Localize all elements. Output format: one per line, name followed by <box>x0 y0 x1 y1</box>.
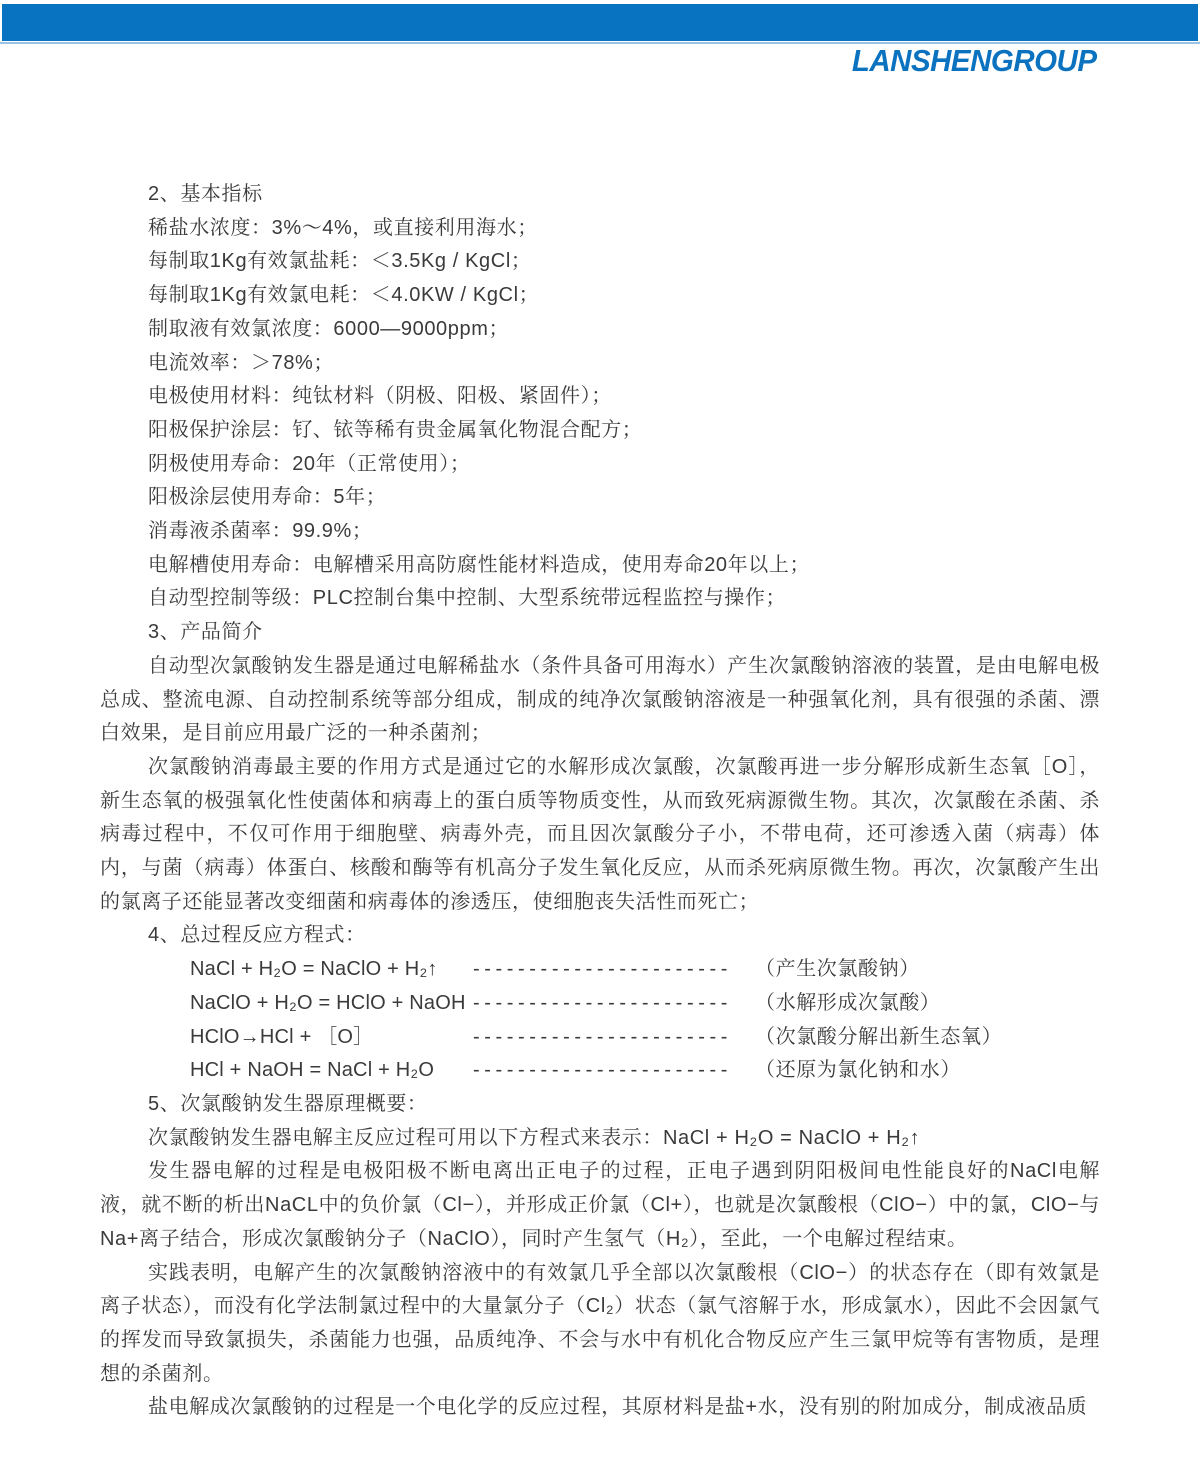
equation-label: （还原为氯化钠和水） <box>755 1059 961 1082</box>
equation-row <box>100 987 1100 1021</box>
equation-row <box>100 953 1100 987</box>
section-heading-basic: 2、基本指标 <box>148 183 263 205</box>
paragraph: 发生器电解的过程是电极阳极不断电离出正电子的过程，正电子遇到阴阳极间电性能良好的NaCl电解液，就不断的析出NaCL中的负价氯（Cl−），并形成正价氯（Cl+），也就是次氯酸根（ClO−）中的氯，ClO−与Na+离子结合，形成次氯酸钠分子（NaClO），同时产生氢气（H₂），至此，一个电解过程结束。 <box>100 1160 1100 1250</box>
equation-label: （水解形成次氯酸） <box>755 991 941 1014</box>
equation-row <box>100 1021 1100 1055</box>
equation-formula: HClO→HCl + ［O］ <box>190 1025 374 1048</box>
spec-item: 阳极涂层使用寿命：5年； <box>148 486 387 509</box>
equation-dashes: ----------------------- <box>473 958 732 981</box>
section-heading-equations: 4、总过程反应方程式： <box>148 924 366 947</box>
spec-item: 阳极保护涂层：钌、铱等稀有贵金属氧化物混合配方； <box>148 418 643 441</box>
paragraph: 次氯酸钠消毒最主要的作用方式是通过它的水解形成次氯酸，次氯酸再进一步分解形成新生态氧［O］，新生态氧的极强氧化性使菌体和病毒上的蛋白质等物质变性，从而致死病源微生物。其次，次氯酸在杀菌、杀病毒过程中，不仅可作用于细胞壁、病毒外壳，而且因次氯酸分子小，不带电荷，还可渗透入菌（病毒）体内，与菌（病毒）体蛋白、核酸和酶等有机高分子发生氧化反应，从而杀死病原微生物。再次，次氯酸产生出的氯离子还能显著改变细菌和病毒体的渗透压，使细胞丧失活性而死亡； <box>100 755 1100 913</box>
equation-label: （产生次氯酸钠） <box>755 958 920 981</box>
equation-dashes: ----------------------- <box>473 1059 732 1082</box>
equation-row <box>100 1054 1100 1088</box>
company-logo: LANSHENGROUP <box>852 43 1097 78</box>
equation-dashes: ----------------------- <box>473 991 732 1014</box>
spec-item: 消毒液杀菌率：99.9%； <box>148 520 373 543</box>
spec-item: 电极使用材料：纯钛材料（阴极、阳极、紧固件）； <box>148 385 612 408</box>
equation-formula: NaCl + H₂O = NaClO + H₂↑ <box>190 958 438 981</box>
spec-item: 每制取1Kg有效氯电耗：＜4.0KW / KgCl； <box>148 284 540 307</box>
spec-item: 每制取1Kg有效氯盐耗：＜3.5Kg / KgCl； <box>148 250 532 273</box>
section-heading-intro: 3、产品简介 <box>148 621 263 644</box>
spec-item: 电流效率：＞78%； <box>148 351 335 374</box>
equation-dashes: ----------------------- <box>473 1025 732 1048</box>
header-bar <box>2 4 1198 41</box>
spec-item: 自动型控制等级：PLC控制台集中控制、大型系统带远程监控与操作； <box>148 587 787 610</box>
paragraph: 实践表明，电解产生的次氯酸钠溶液中的有效氯几乎全部以次氯酸根（ClO−）的状态存在（即有效氯是离子状态），而没有化学法制氯过程中的大量氯分子（Cl₂）状态（氯气溶解于水，形成氯水），因此不会因氯气的挥发而导致氯损失，杀菌能力也强，品质纯净、不会与水中有机化合物反应产生三氯甲烷等有害物质，是理想的杀菌剂。 <box>100 1261 1100 1385</box>
spec-item: 制取液有效氯浓度：6000—9000ppm； <box>148 317 510 340</box>
paragraph: 自动型次氯酸钠发生器是通过电解稀盐水（条件具备可用海水）产生次氯酸钠溶液的装置，是由电解电极总成、整流电源、自动控制系统等部分组成，制成的纯净次氯酸钠溶液是一种强氧化剂，具有很强的杀菌、漂白效果，是目前应用最广泛的一种杀菌剂； <box>100 654 1100 745</box>
equation-formula: HCl + NaOH = NaCl + H₂O <box>190 1059 435 1082</box>
spec-item: 电解槽使用寿命：电解槽采用高防腐性能材料造成，使用寿命20年以上； <box>148 553 811 576</box>
paragraph: 盐电解成次氯酸钠的过程是一个电化学的反应过程，其原材料是盐+水，没有别的附加成分，制成液品质 <box>148 1396 1088 1419</box>
equation-formula: NaClO + H₂O = HClO + NaOH <box>190 991 466 1014</box>
section-heading-principle: 5、次氯酸钠发生器原理概要： <box>148 1092 428 1115</box>
spec-item: 阴极使用寿命：20年（正常使用）； <box>148 452 471 475</box>
equation-label: （次氯酸分解出新生态氧） <box>755 1025 1003 1048</box>
principle-intro-line: 次氯酸钠发生器电解主反应过程可用以下方程式来表示：NaCl + H₂O = NaClO + H₂↑ <box>148 1126 921 1149</box>
spec-item: 稀盐水浓度：3%～4%，或直接利用海水； <box>148 216 538 239</box>
